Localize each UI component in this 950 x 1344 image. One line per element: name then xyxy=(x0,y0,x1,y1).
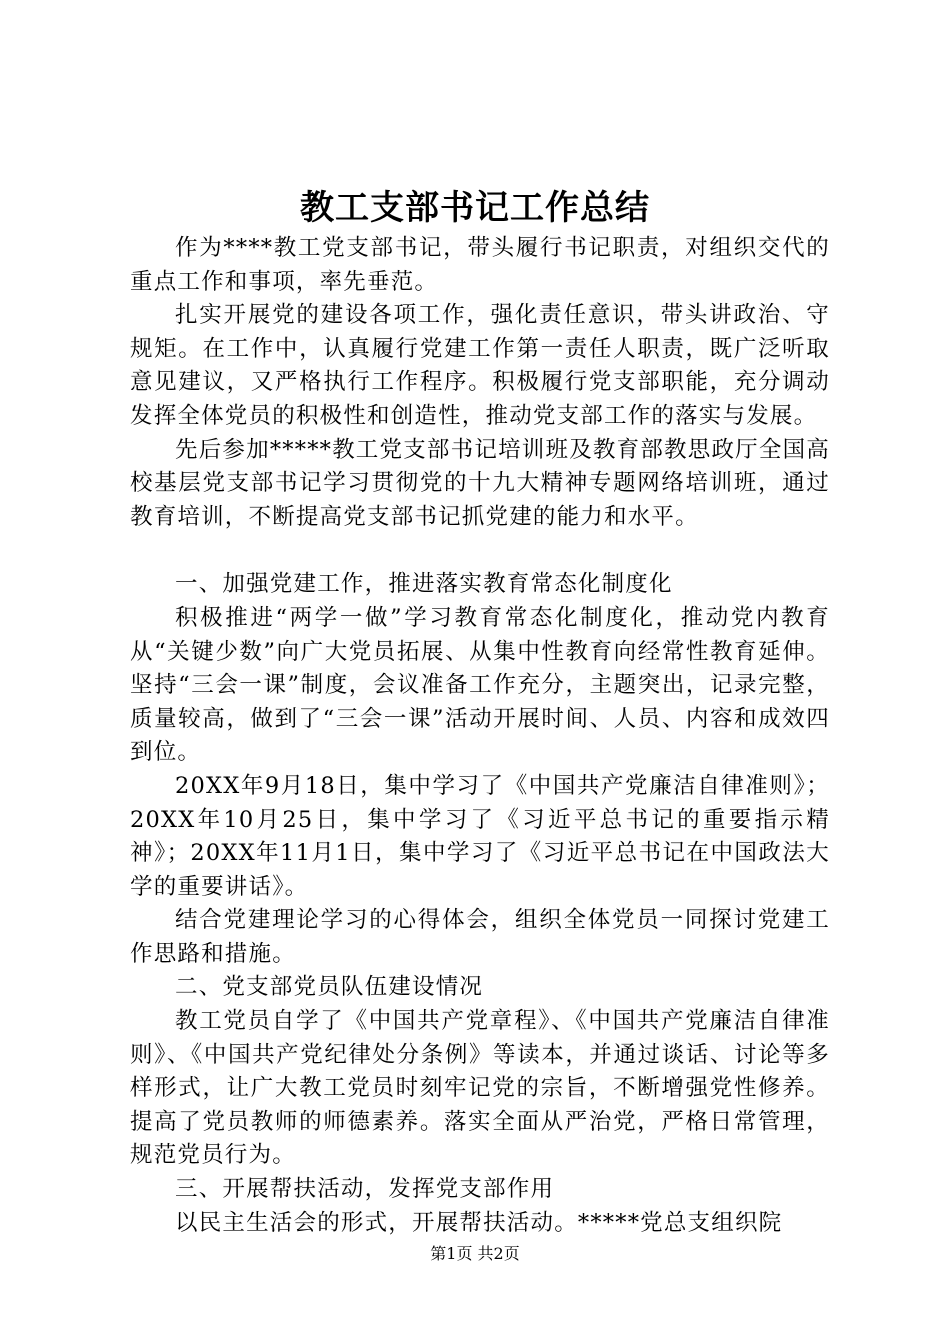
section-heading-2: 二、党支部党员队伍建设情况 xyxy=(175,974,484,1001)
paragraph-intro: 作为****教工党支部书记，带头履行书记职责，对组织交代的重点工作和事项，率先垂范。 xyxy=(130,235,830,295)
paragraph-party-building: 扎实开展党的建设各项工作，强化责任意识，带头讲政治、守规矩。在工作中，认真履行党建工作第一责任人职责，既广泛听取意见建议，又严格执行工作程序。积极履行党支部职能，充分调动发挥全体党员的积极性和创造性，推动党支部工作的落实与发展。 xyxy=(130,302,830,429)
section-heading-1: 一、加强党建工作，推进落实教育常态化制度化 xyxy=(175,571,673,598)
document-body xyxy=(130,232,830,1240)
paragraph-discussion: 结合党建理论学习的心得体会，组织全体党员一同探讨党建工作思路和措施。 xyxy=(130,907,830,967)
document-title: 教工支部书记工作总结 xyxy=(300,188,650,228)
paragraph-study-dates: 20XX年9月18日，集中学习了《中国共产党廉洁自律准则》；20XX年10月25日，集中学习了《习近平总书记的重要指示精神》；20XX年11月1日，集中学习了《习近平总书记在中国政法大学的重要讲话》。 xyxy=(130,772,830,900)
section-heading-3: 三、开展帮扶活动，发挥党支部作用 xyxy=(175,1176,555,1203)
paragraph-self-study: 教工党员自学了《中国共产党章程》、《中国共产党廉洁自律准则》、《中国共产党纪律处分条例》等读本，并通过谈话、讨论等多样形式，让广大教工党员时刻牢记党的宗旨，不断增强党性修养。提高了党员教师的师德素养。落实全面从严治党，严格日常管理，规范党员行为。 xyxy=(130,1008,830,1169)
page-footer: 第1页 共2页 xyxy=(430,1244,520,1263)
paragraph-gap xyxy=(130,534,830,568)
paragraph-training: 先后参加*****教工党支部书记培训班及教育部教思政厅全国高校基层党支部书记学习贯彻党的十九大精神专题网络培训班，通过教育培训，不断提高党支部书记抓党建的能力和水平。 xyxy=(130,436,830,530)
paragraph-assistance: 以民主生活会的形式，开展帮扶活动。*****党总支组织院 xyxy=(175,1209,783,1236)
paragraph-study-education: 积极推进“两学一做”学习教育常态化制度化，推动党内教育从“关键少数”向广大党员拓展、从集中性教育向经常性教育延伸。坚持“三会一课”制度，会议准备工作充分，主题突出，记录完整，质量较高，做到了“三会一课”活动开展时间、人员、内容和成效四到位。 xyxy=(130,604,830,766)
